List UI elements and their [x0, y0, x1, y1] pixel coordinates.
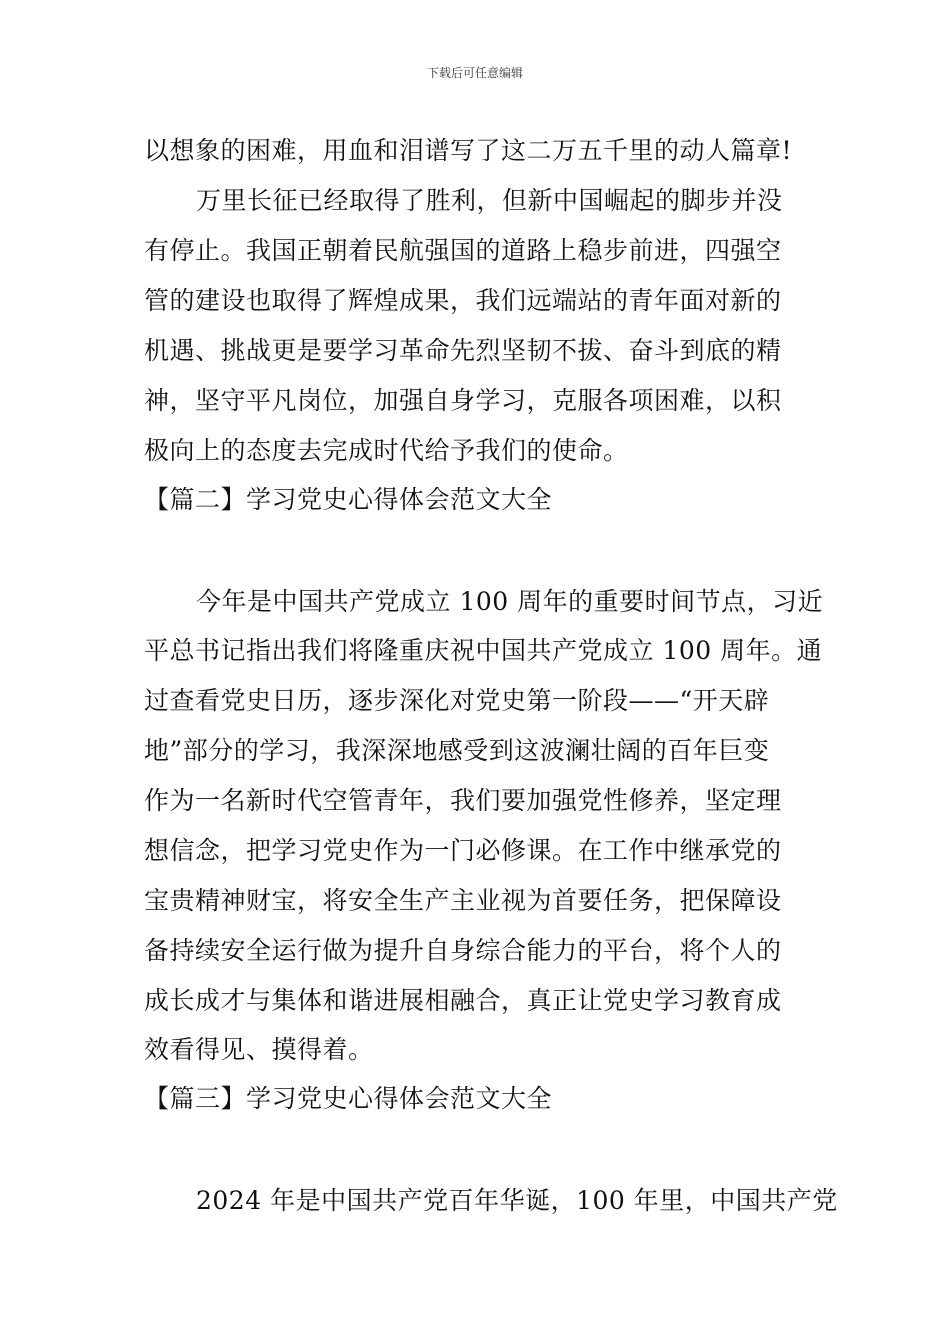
paragraph-line: 极向上的态度去完成时代给予我们的使命。: [144, 436, 629, 465]
paragraph-line: 有停止。我国正朝着民航强国的道路上稳步前进，四强空: [144, 236, 782, 265]
paragraph-line: 作为一名新时代空管青年，我们要加强党性修养，坚定理: [144, 786, 782, 815]
paragraph-line: 效看得见、摸得着。: [144, 1035, 374, 1064]
paragraph-line: 成长成才与集体和谐进展相融合，真正让党史学习教育成: [144, 986, 782, 1015]
section-heading: 【篇二】学习党史心得体会范文大全: [144, 485, 553, 514]
paragraph-line: 万里长征已经取得了胜利，但新中国崛起的脚步并没: [196, 186, 783, 215]
paragraph-line: 备持续安全运行做为提升自身综合能力的平台，将个人的: [144, 936, 782, 965]
paragraph-line: 2024 年是中国共产党百年华诞，100 年里，中国共产党: [196, 1186, 838, 1215]
paragraph-line: 神，坚守平凡岗位，加强自身学习，克服各项困难，以积: [144, 386, 782, 415]
paragraph-line: 以想象的困难，用血和泪谱写了这二万五千里的动人篇章!: [144, 136, 793, 165]
paragraph-line: 宝贵精神财宝，将安全生产主业视为首要任务，把保障设: [144, 886, 782, 915]
paragraph-line: 过查看党史日历，逐步深化对党史第一阶段——“开天辟: [144, 686, 770, 715]
paragraph-line: 平总书记指出我们将隆重庆祝中国共产党成立 100 周年。通: [144, 636, 823, 665]
paragraph-line: 机遇、挑战更是要学习革命先烈坚韧不拔、奋斗到底的精: [144, 336, 782, 365]
section-heading: 【篇三】学习党史心得体会范文大全: [144, 1084, 553, 1113]
paragraph-line: 管的建设也取得了辉煌成果，我们远端站的青年面对新的: [144, 286, 782, 315]
paragraph-line: 想信念，把学习党史作为一门必修课。在工作中继承党的: [144, 836, 782, 865]
header-note: 下载后可任意编辑: [426, 66, 523, 80]
paragraph-line: 今年是中国共产党成立 100 周年的重要时间节点，习近: [196, 587, 824, 616]
paragraph-line: 地”部分的学习，我深深地感受到这波澜壮阔的百年巨变: [144, 736, 770, 765]
